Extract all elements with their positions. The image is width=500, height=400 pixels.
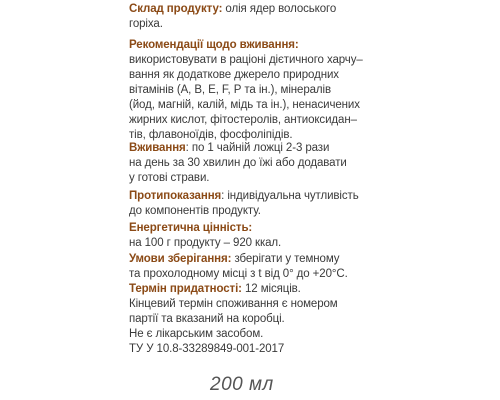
usage-line-3: у готові страви. [129, 172, 210, 184]
energy-heading: Енергетична цінність: [129, 222, 253, 234]
recommendations-line-2: вання як додаткове джерело природних [129, 69, 339, 81]
recommendations-line-4: (йод, магній, калій, мідь та ін.), ненасичених [129, 99, 360, 111]
usage-section [129, 141, 379, 186]
storage-heading: Умови зберігання: [129, 253, 232, 265]
recommendations-heading: Рекомендації щодо вживання: [129, 39, 299, 51]
composition-section [129, 2, 379, 32]
recommendations-line-5: жирних кислот, фітостеролів, антиоксидан– [129, 114, 357, 126]
usage-heading: Вживання [129, 142, 186, 154]
energy-section [129, 221, 379, 251]
energy-line-1: на 100 г продукту – 920 ккал. [129, 237, 282, 249]
shelf-life-section [129, 282, 379, 357]
composition-line-1 [129, 2, 379, 17]
recommendations-line-3: вітамінів (А, В, Е, F, Р та ін.), мінералів [129, 84, 332, 96]
shelf-life-line-3: партії та вказаний на коробці. [129, 313, 285, 325]
recommendations-section [129, 38, 379, 143]
storage-section [129, 252, 379, 282]
contraindications-line-1 [129, 189, 379, 204]
storage-text: зберігати у темному [231, 253, 340, 265]
composition-heading: Склад продукту: [129, 3, 223, 15]
contraindications-line-2: до компонентів продукту. [129, 205, 261, 217]
shelf-life-line-1 [129, 282, 379, 297]
contraindications-heading: Протипоказання [129, 190, 222, 202]
shelf-life-line-2: Кінцевий термін споживання є номером [129, 298, 338, 310]
tech-spec-code: ТУ У 10.8-33289849-001-2017 [129, 343, 285, 355]
usage-line-1 [129, 141, 379, 156]
composition-text: олія ядер волоського [222, 3, 337, 15]
recommendations-line-1: використовувати в раціоні дієтичного харчу– [129, 54, 363, 66]
contraindications-text: : індивідуальна чутливість [221, 190, 359, 202]
contraindications-section [129, 189, 379, 219]
not-medicine-note: Не є лікарським засобом. [129, 328, 264, 340]
shelf-life-text: 12 місяців. [241, 283, 301, 295]
composition-line-2: горіха. [129, 18, 163, 30]
recommendations-line-6: тів, флавоноїдів, фосфоліпідів. [129, 129, 293, 141]
storage-line-2: та прохолодному місці з t від 0° до +20°С. [129, 268, 348, 280]
volume-label: 200 мл [210, 374, 274, 395]
usage-text: : по 1 чайній ложці 2-3 рази [185, 142, 330, 154]
storage-line-1 [129, 252, 379, 267]
usage-line-2: на день за 30 хвилин до їжі або додавати [129, 157, 347, 169]
shelf-life-heading: Термін придатності: [129, 283, 242, 295]
